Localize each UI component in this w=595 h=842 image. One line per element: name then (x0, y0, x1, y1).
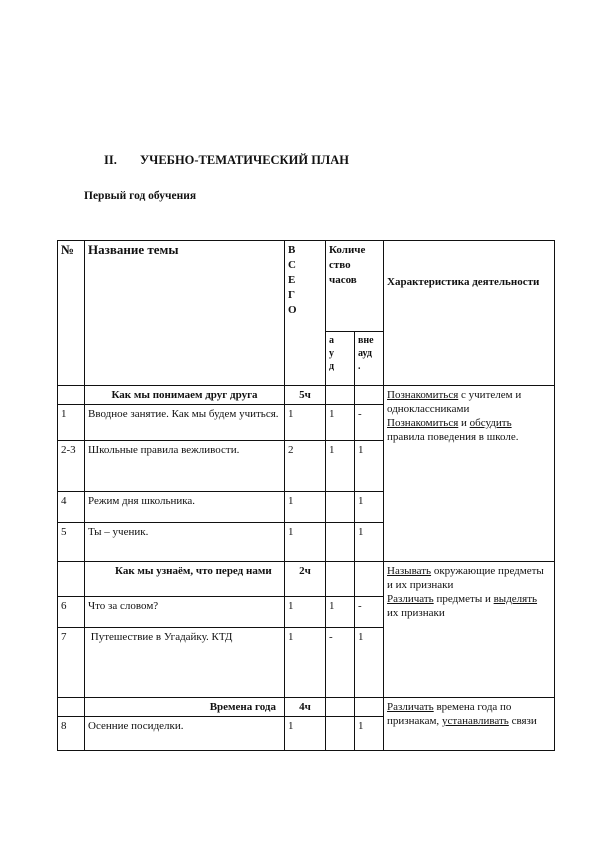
cell-total: 1 (285, 405, 326, 441)
activity-text: связи (508, 715, 537, 727)
header-vneaud-line: ауд (358, 348, 372, 359)
section-total: 4ч (285, 698, 326, 717)
cell-vneaud: 1 (355, 717, 384, 751)
cell-num: 6 (58, 597, 85, 628)
cell-num (58, 562, 85, 597)
activity-text: с учителем и одноклассниками (387, 389, 522, 415)
header-hours (326, 241, 384, 332)
header-vneaud (355, 332, 384, 386)
cell-aud (326, 717, 355, 751)
cell-total: 1 (285, 597, 326, 628)
header-total-letter: С (288, 259, 296, 271)
section-title: Как мы узнаём, что перед нами (85, 562, 285, 597)
activity-text: времена года по признакам, (387, 701, 512, 727)
cell-vneaud: 1 (355, 628, 384, 698)
header-characteristic: Характеристика деятельности (384, 241, 555, 386)
header-aud (326, 332, 355, 386)
section-activity (384, 698, 555, 751)
section-row (58, 386, 555, 405)
activity-verb: Познакомиться (387, 417, 459, 429)
cell-aud (326, 523, 355, 562)
activity-verb: Различать (387, 593, 434, 605)
section-title: Времена года (85, 698, 285, 717)
cell-num: 8 (58, 717, 85, 751)
cell-topic: Вводное занятие. Как мы будем учиться. (85, 405, 285, 441)
cell-aud: 1 (326, 405, 355, 441)
header-vneaud-line: вне (358, 335, 374, 346)
cell-vneaud: - (355, 597, 384, 628)
heading-title: УЧЕБНО-ТЕМАТИЧЕСКИЙ ПЛАН (140, 153, 349, 167)
cell-num: 1 (58, 405, 85, 441)
plan-table (57, 240, 555, 751)
cell-topic: Школьные правила вежливости. (85, 441, 285, 492)
cell-aud: - (326, 628, 355, 698)
section-title: Как мы понимаем друг друга (85, 386, 285, 405)
heading-number: II. (104, 153, 117, 167)
section-total: 5ч (285, 386, 326, 405)
section-heading (104, 153, 349, 168)
cell-vneaud: 1 (355, 523, 384, 562)
activity-verb: Называть (387, 565, 432, 577)
activity-verb: обсудить (469, 417, 512, 429)
cell-aud (326, 492, 355, 523)
table-header-row (58, 241, 555, 332)
header-total-letter: О (288, 304, 297, 316)
header-aud-letter: а (329, 335, 334, 346)
header-hours-line: Количе (329, 244, 366, 256)
cell-vneaud: 1 (355, 441, 384, 492)
header-hours-line: ство (329, 259, 351, 271)
cell-total: 1 (285, 492, 326, 523)
section-row (58, 698, 555, 717)
cell-vneaud (355, 386, 384, 405)
cell-aud: 1 (326, 597, 355, 628)
header-total-letter: Е (288, 274, 296, 286)
header-total-letter: Г (288, 289, 295, 301)
cell-aud: 1 (326, 441, 355, 492)
cell-vneaud: 1 (355, 492, 384, 523)
cell-aud (326, 698, 355, 717)
cell-total: 1 (285, 717, 326, 751)
cell-total: 2 (285, 441, 326, 492)
section-activity (384, 562, 555, 698)
section-total: 2ч (285, 562, 326, 597)
header-total-letter: В (288, 244, 296, 256)
section-row (58, 562, 555, 597)
cell-num: 4 (58, 492, 85, 523)
activity-text: их признаки (387, 607, 445, 619)
section-activity (384, 386, 555, 562)
cell-vneaud: - (355, 405, 384, 441)
subheading: Первый год обучения (84, 190, 197, 202)
activity-verb: Различать (387, 701, 434, 713)
header-aud-letter: у (329, 348, 334, 359)
activity-text: предметы и (433, 593, 494, 605)
cell-vneaud (355, 698, 384, 717)
activity-verb: Познакомиться (387, 389, 459, 401)
header-topic: Название темы (85, 241, 285, 386)
cell-aud (326, 386, 355, 405)
cell-topic: Путешествие в Угадайку. КТД (85, 628, 285, 698)
header-total (285, 241, 326, 386)
activity-text: и (458, 417, 470, 429)
cell-total: 1 (285, 628, 326, 698)
cell-topic: Осенние посиделки. (85, 717, 285, 751)
cell-topic: Ты – ученик. (85, 523, 285, 562)
cell-topic: Что за словом? (85, 597, 285, 628)
activity-text: окружающие предметы и их признаки (387, 565, 544, 591)
cell-total: 1 (285, 523, 326, 562)
activity-verb: выделять (493, 593, 538, 605)
cell-num: 2-3 (58, 441, 85, 492)
activity-text: правила поведения в школе. (387, 431, 519, 443)
activity-verb: устанавливать (441, 715, 509, 727)
header-vneaud-line: . (358, 361, 361, 372)
header-num: № (58, 241, 85, 386)
header-hours-line: часов (329, 274, 357, 286)
cell-num: 7 (58, 628, 85, 698)
cell-aud (326, 562, 355, 597)
cell-num: 5 (58, 523, 85, 562)
cell-num (58, 698, 85, 717)
header-aud-letter: д (329, 361, 335, 372)
cell-topic: Режим дня школьника. (85, 492, 285, 523)
cell-vneaud (355, 562, 384, 597)
cell-num (58, 386, 85, 405)
